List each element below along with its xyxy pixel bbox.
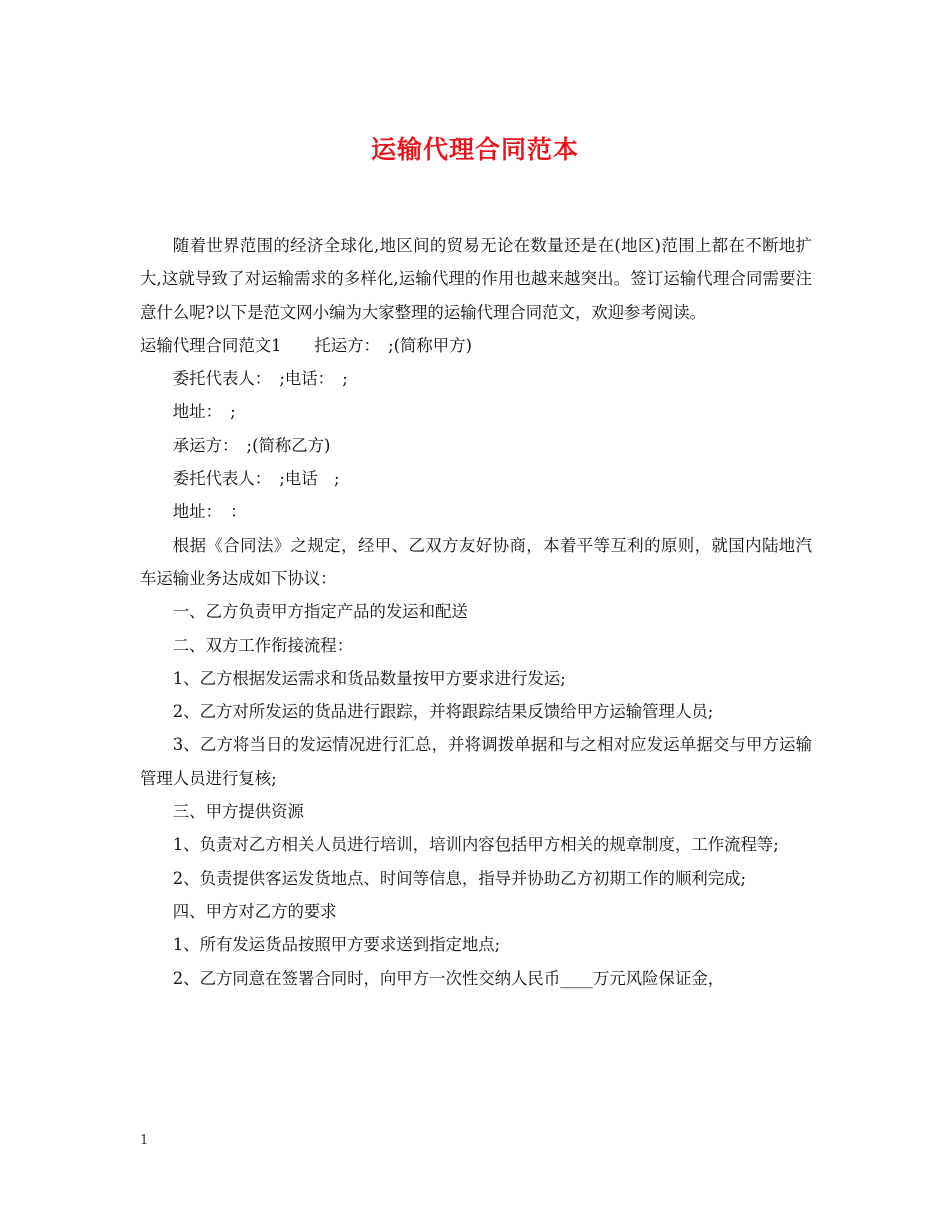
paragraph: 承运方： ;(简称乙方)	[172, 435, 331, 455]
document-title: 运输代理合同范本	[370, 135, 579, 164]
paragraph: 地址： ;	[172, 402, 236, 422]
paragraph: 随着世界范围的经济全球化,地区间的贸易无论在数量还是在(地区)范围上都在不断地扩大,这就导致了对运输需求的多样化,运输代理的作用也越来越突出。签订运输代理合同需要注意什么呢?以下是范文网小编为大家整理的运输代理合同范文，欢迎参考阅读。	[140, 236, 812, 322]
paragraph: 1、乙方根据发运需求和货品数量按甲方要求进行发运;	[172, 668, 566, 688]
paragraph: 委托代表人： ;电话： ;	[172, 369, 348, 389]
paragraph: 委托代表人： ;电话 ;	[172, 469, 340, 489]
paragraph: 1、所有发运货品按照甲方要求送到指定地点;	[172, 935, 501, 955]
paragraph: 一、乙方负责甲方指定产品的发运和配送	[172, 602, 468, 622]
paragraph: 1、负责对乙方相关人员进行培训，培训内容包括甲方相关的规章制度，工作流程等;	[172, 835, 779, 855]
paragraph: 2、乙方同意在签署合同时，向甲方一次性交纳人民币____万元风险保证金，	[172, 968, 725, 988]
paragraph: 地址： ：	[172, 502, 247, 522]
paragraph: 2、乙方对所发运的货品进行跟踪，并将跟踪结果反馈给甲方运输管理人员;	[172, 702, 714, 722]
paragraph: 二、双方工作衔接流程：	[172, 635, 354, 655]
paragraph: 根据《合同法》之规定，经甲、乙双方友好协商，本着平等互利的原则，就国内陆地汽车运输业务达成如下协议：	[140, 535, 812, 588]
paragraph: 2、负责提供客运发货地点、时间等信息，指导并协助乙方初期工作的顺利完成;	[172, 868, 747, 888]
paragraph: 3、乙方将当日的发运情况进行汇总，并将调拨单据和与之相对应发运单据交与甲方运输管理人员进行复核;	[140, 735, 812, 788]
page-number: 1	[140, 1133, 149, 1148]
document-body	[140, 229, 812, 995]
paragraph: 三、甲方提供资源	[172, 802, 304, 822]
paragraph: 运输代理合同范文1 托运方： ;(简称甲方)	[140, 335, 472, 355]
paragraph: 四、甲方对乙方的要求	[172, 901, 337, 921]
